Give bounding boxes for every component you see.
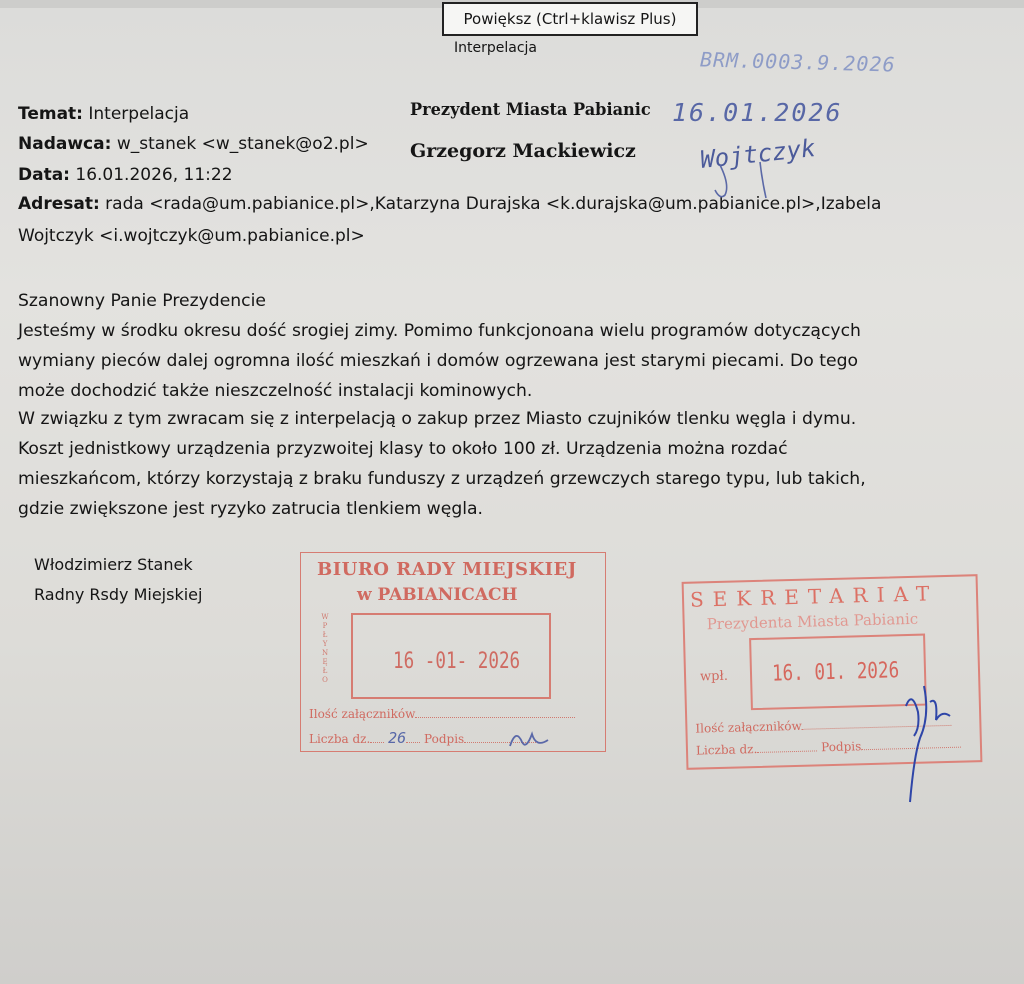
biuro-attachments-label: Ilość załączników [309, 707, 416, 721]
biuro-stamp-vertical-label: W P Ł Y N Ę Ł O [321, 613, 329, 684]
handwritten-date: 16.01.2026 [672, 98, 843, 127]
sender-value: w_stanek <w_stanek@o2.pl> [116, 134, 369, 154]
handwritten-signature: Wojtczyk [698, 134, 817, 174]
sekretariat-sign-label: Podpis [820, 739, 862, 755]
biuro-signature-scribble [504, 724, 554, 756]
date-value: 16.01.2026, 11:22 [75, 165, 233, 185]
subject-key: Temat: [18, 104, 83, 124]
handwritten-reference: BRM.0003.9.2026 [699, 47, 896, 77]
addressee-stamp-line2: Grzegorz Mackiewicz [410, 140, 636, 162]
biuro-sign-label: Podpis [424, 732, 465, 746]
body-line-3: może dochodzić także nieszczelność instalacji kominowych. [18, 381, 533, 401]
sender-key: Nadawca: [18, 134, 112, 154]
handwritten-flourish [700, 160, 780, 200]
sekretariat-stamp-date: 16. 01. 2026 [771, 658, 900, 687]
sekretariat-wpl-label: wpł. [699, 668, 729, 685]
body-line-4: W związku z tym zwracam się z interpelacją o zakup przez Miasto czujników tlenku węgla i dymu. [18, 409, 857, 429]
signature-role: Radny Rsdy Miejskiej [34, 585, 203, 604]
to-key: Adresat: [18, 194, 100, 214]
addressee-stamp-line1: Prezydent Miasta Pabianic [410, 100, 651, 120]
biuro-count-value: 26 [388, 729, 407, 747]
greeting: Szanowny Panie Prezydencie [18, 291, 266, 311]
sekretariat-signature-scribble [890, 676, 960, 808]
document-title-label: Interpelacja [454, 40, 537, 56]
to-value-line1: rada <rada@um.pabianice.pl>,Katarzyna Durajska <k.durajska@um.pabianice.pl>,Izabela [105, 194, 882, 214]
biuro-stamp-title2: w PABIANICACH [357, 585, 518, 605]
to-row-continued: Wojtczyk <i.wojtczyk@um.pabianice.pl> [18, 226, 365, 246]
body-line-1: Jesteśmy w środku okresu dość srogiej zimy. Pomimo funkcjonoana wielu programów dotyczących [18, 321, 861, 341]
body-line-5: Koszt jednistkowy urządzenia przyzwoitej klasy to około 100 zł. Urządzenia można rozdać [18, 439, 788, 459]
date-key: Data: [18, 165, 70, 185]
biuro-stamp-attachments [309, 707, 575, 721]
biuro-stamp-date: 16 -01- 2026 [393, 649, 521, 674]
sender-row [18, 134, 369, 154]
body-line-2: wymiany pieców dalej ogromna ilość mieszkań i domów ogrzewana jest starymi piecami. Do tego [18, 351, 858, 371]
sekretariat-attachments-label: Ilość załączników [695, 718, 802, 736]
biuro-stamp-title1: BIURO RADY MIEJSKIEJ [317, 559, 577, 580]
biuro-count-label: Liczba dz. [309, 732, 371, 746]
zoom-tooltip: Powiększ (Ctrl+klawisz Plus) [442, 2, 698, 36]
body-line-7: gdzie zwiększone jest ryzyko zatrucia tlenkiem węgla. [18, 499, 483, 519]
subject-row [18, 104, 189, 124]
sekretariat-stamp-title: SEKRETARIAT [689, 581, 939, 612]
date-row [18, 165, 233, 185]
sekretariat-stamp-subtitle: Prezydenta Miasta Pabianic [706, 609, 919, 634]
biuro-rady-stamp [300, 552, 606, 752]
body-line-6: mieszkańcom, którzy korzystają z braku funduszy z urządzeń grzewczych starego typu, lub takich, [18, 469, 866, 489]
signature-name: Włodzimierz Stanek [34, 555, 193, 574]
sekretariat-count-label: Liczba dz. [695, 741, 758, 758]
subject-value: Interpelacja [88, 104, 190, 124]
biuro-stamp-date-frame [351, 613, 551, 699]
